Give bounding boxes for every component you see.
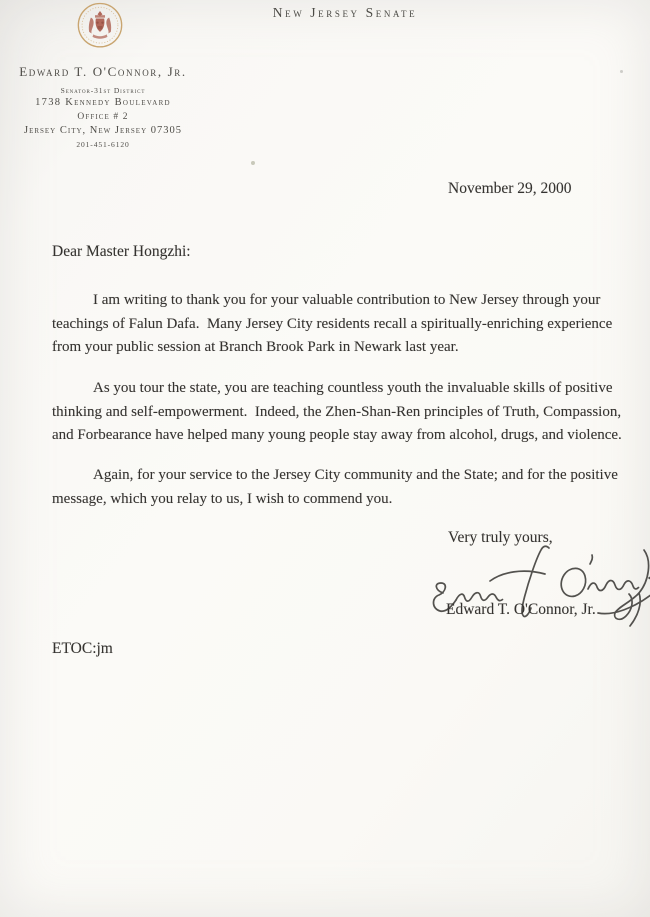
sender-name: Edward T. O'Connor, Jr. bbox=[19, 64, 187, 79]
paragraph-line: thinking and self-empowerment. Indeed, the Zhen-Shan-Ren principles of Truth, Compassion, bbox=[52, 403, 622, 420]
paragraph-line: from your public session at Branch Brook Park in Newark last year. bbox=[52, 339, 459, 356]
closing-phrase: Very truly yours, bbox=[448, 529, 553, 546]
new-jersey-state-seal-icon bbox=[74, 1, 126, 51]
sender-address-street: 1738 Kennedy Boulevard bbox=[35, 97, 171, 108]
scan-speck bbox=[251, 161, 255, 165]
paragraph-1 bbox=[52, 289, 612, 360]
sender-address-city: Jersey City, New Jersey 07305 bbox=[23, 125, 183, 136]
paragraph-2 bbox=[52, 377, 622, 448]
paragraph-line: As you tour the state, you are teaching countless youth the invaluable skills of positive bbox=[93, 380, 613, 396]
scan-speck bbox=[620, 70, 623, 73]
paragraph-line: I am writing to thank you for your valuable contribution to New Jersey through your bbox=[93, 292, 601, 308]
organization-title: New Jersey Senate bbox=[272, 5, 418, 20]
sender-title: Senator-31st District bbox=[60, 86, 146, 95]
salutation: Dear Master Hongzhi: bbox=[52, 243, 191, 260]
paragraph-line: Again, for your service to the Jersey City community and the State; and for the positive bbox=[93, 467, 618, 483]
sender-address-office: Office # 2 bbox=[77, 112, 129, 122]
paragraph-line: message, which you relay to us, I wish to commend you. bbox=[52, 490, 393, 507]
paragraph-line: and Forbearance have helped many young people stay away from alcohol, drugs, and violence. bbox=[52, 427, 622, 444]
paragraph-line: teachings of Falun Dafa. Many Jersey City residents recall a spiritually-enriching experience bbox=[52, 315, 613, 332]
letter-date: November 29, 2000 bbox=[448, 180, 572, 197]
typed-signature-name: Edward T. O'Connor, Jr. bbox=[446, 601, 596, 618]
typist-initials: ETOC:jm bbox=[52, 640, 113, 657]
sender-phone: 201-451-6120 bbox=[76, 140, 130, 149]
paragraph-3 bbox=[52, 464, 618, 511]
